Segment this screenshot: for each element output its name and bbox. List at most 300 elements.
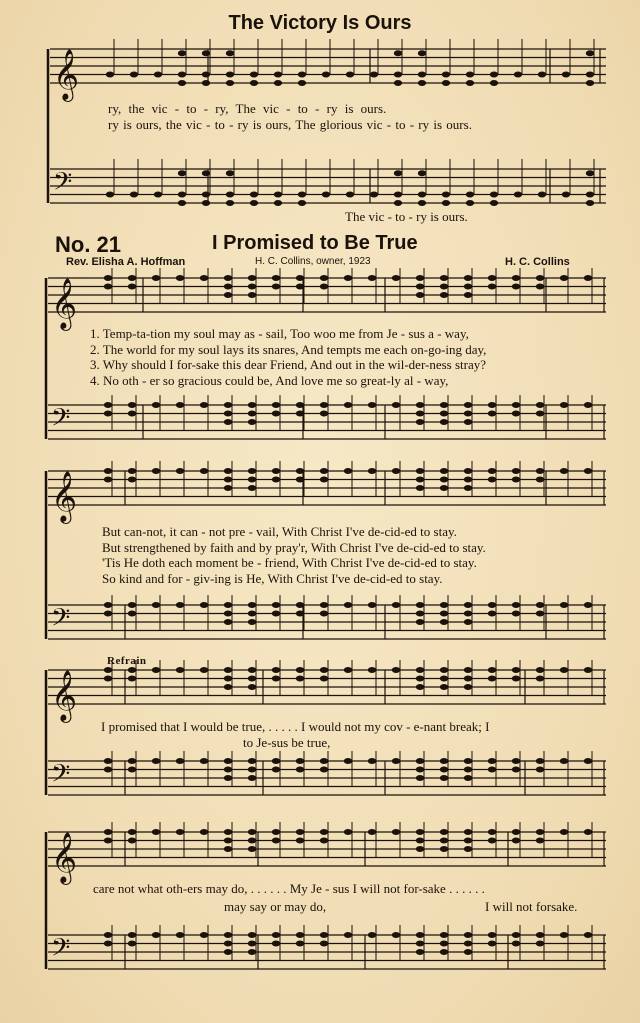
note-head <box>368 402 376 408</box>
note-head <box>224 619 232 625</box>
note-head <box>536 676 544 682</box>
note-head <box>512 477 520 483</box>
note-head <box>512 411 520 417</box>
lyricist-credit: Rev. Elisha A. Hoffman <box>66 256 186 268</box>
note-head <box>464 292 472 298</box>
note-head <box>152 602 160 608</box>
note-head <box>200 275 208 281</box>
note-head <box>392 402 400 408</box>
treble-clef-icon: 𝄞 <box>51 832 78 883</box>
note-head <box>560 932 568 938</box>
note-head <box>416 485 424 491</box>
note-head <box>344 275 352 281</box>
note-head <box>536 468 544 474</box>
note-head <box>466 80 474 86</box>
note-head <box>272 411 280 417</box>
note-head <box>128 932 136 938</box>
note-head <box>128 284 136 290</box>
note-head <box>464 419 472 425</box>
note-head <box>152 829 160 835</box>
note-head <box>272 676 280 682</box>
note-head <box>440 619 448 625</box>
note-head <box>200 932 208 938</box>
note-head <box>440 932 448 938</box>
note-head <box>224 477 232 483</box>
note-head <box>248 619 256 625</box>
note-head <box>440 611 448 617</box>
note-head <box>464 477 472 483</box>
note-head <box>488 829 496 835</box>
note-head <box>560 275 568 281</box>
note-head <box>296 758 304 764</box>
note-head <box>178 170 186 176</box>
refrain-line-2: care not what oth-ers may do, . . . . . . My Je - sus I will not for-sake . . . . . . <box>93 881 485 896</box>
note-head <box>272 829 280 835</box>
note-head <box>104 402 112 408</box>
verse-1-line-b: But can-not, it can - not pre - vail, With Christ I've de-cid-ed to stay. <box>102 524 457 539</box>
note-head <box>322 72 330 78</box>
note-head <box>200 402 208 408</box>
note-head <box>512 829 520 835</box>
note-head <box>296 611 304 617</box>
note-head <box>442 192 450 198</box>
note-head <box>250 192 258 198</box>
note-head <box>416 932 424 938</box>
note-head <box>320 477 328 483</box>
note-head <box>226 72 234 78</box>
note-head <box>464 838 472 844</box>
note-head <box>416 411 424 417</box>
note-head <box>104 477 112 483</box>
note-head <box>320 602 328 608</box>
note-head <box>128 402 136 408</box>
note-head <box>488 667 496 673</box>
note-head <box>248 846 256 852</box>
note-head <box>128 275 136 281</box>
note-head <box>536 402 544 408</box>
note-head <box>562 192 570 198</box>
copyright-owner: H. C. Collins, owner, 1923 <box>255 256 371 267</box>
note-head <box>274 72 282 78</box>
note-head <box>488 284 496 290</box>
note-head <box>248 284 256 290</box>
note-head <box>130 72 138 78</box>
note-head <box>202 80 210 86</box>
note-head <box>224 402 232 408</box>
note-head <box>296 767 304 773</box>
note-head <box>224 468 232 474</box>
verse-2-line-a: 2. The world for my soul lays its snares, And tempts me each on-go-ing day, <box>90 342 487 357</box>
note-head <box>392 468 400 474</box>
note-head <box>464 667 472 673</box>
note-head <box>320 829 328 835</box>
note-head <box>586 72 594 78</box>
note-head <box>464 941 472 947</box>
note-head <box>320 941 328 947</box>
note-head <box>536 932 544 938</box>
note-head <box>224 949 232 955</box>
note-head <box>416 949 424 955</box>
note-head <box>536 602 544 608</box>
note-head <box>490 192 498 198</box>
note-head <box>416 619 424 625</box>
bass-clef-icon: 𝄢 <box>51 933 71 969</box>
note-head <box>536 275 544 281</box>
note-head <box>536 758 544 764</box>
note-head <box>320 284 328 290</box>
note-head <box>248 775 256 781</box>
note-head <box>440 838 448 844</box>
note-head <box>586 200 594 206</box>
note-head <box>152 468 160 474</box>
note-head <box>128 667 136 673</box>
note-head <box>128 477 136 483</box>
note-head <box>202 50 210 56</box>
note-head <box>392 758 400 764</box>
note-head <box>536 284 544 290</box>
note-head <box>104 829 112 835</box>
note-head <box>176 667 184 673</box>
note-head <box>394 170 402 176</box>
note-head <box>128 758 136 764</box>
note-head <box>512 676 520 682</box>
note-head <box>202 170 210 176</box>
note-head <box>176 829 184 835</box>
note-head <box>224 419 232 425</box>
note-head <box>296 411 304 417</box>
note-head <box>296 402 304 408</box>
note-head <box>512 402 520 408</box>
note-head <box>248 829 256 835</box>
note-head <box>296 932 304 938</box>
note-head <box>368 758 376 764</box>
refrain-line-1-alt: to Je-sus be true, <box>243 735 331 750</box>
note-head <box>176 402 184 408</box>
note-head <box>440 468 448 474</box>
note-head <box>586 170 594 176</box>
note-head <box>368 829 376 835</box>
note-head <box>512 602 520 608</box>
note-head <box>272 275 280 281</box>
note-head <box>488 676 496 682</box>
note-head <box>224 602 232 608</box>
note-head <box>202 200 210 206</box>
note-head <box>154 72 162 78</box>
note-head <box>248 468 256 474</box>
treble-clef-icon: 𝄞 <box>51 670 78 721</box>
note-head <box>224 292 232 298</box>
note-head <box>464 411 472 417</box>
note-head <box>442 80 450 86</box>
note-head <box>272 468 280 474</box>
note-head <box>224 284 232 290</box>
note-head <box>274 200 282 206</box>
note-head <box>106 192 114 198</box>
note-head <box>248 676 256 682</box>
note-head <box>298 72 306 78</box>
note-head <box>224 758 232 764</box>
verse-3-line-a: 3. Why should I for-sake this dear Friend, And out in the wil-der-ness stray? <box>90 357 487 372</box>
note-head <box>488 411 496 417</box>
note-head <box>104 602 112 608</box>
note-head <box>346 192 354 198</box>
note-head <box>200 602 208 608</box>
note-head <box>104 758 112 764</box>
top-lyric-line-1: ry, the vic - to - ry, The vic - to - ry is ours. <box>108 101 387 116</box>
note-head <box>250 80 258 86</box>
note-head <box>296 275 304 281</box>
note-head <box>560 468 568 474</box>
note-head <box>224 684 232 690</box>
note-head <box>538 72 546 78</box>
note-head <box>514 192 522 198</box>
note-head <box>272 838 280 844</box>
note-head <box>128 411 136 417</box>
note-head <box>464 758 472 764</box>
note-head <box>416 758 424 764</box>
note-head <box>440 829 448 835</box>
note-head <box>512 275 520 281</box>
note-head <box>370 72 378 78</box>
note-head <box>368 932 376 938</box>
note-head <box>416 419 424 425</box>
note-head <box>562 72 570 78</box>
note-head <box>440 419 448 425</box>
note-head <box>104 676 112 682</box>
note-head <box>130 192 138 198</box>
note-head <box>274 192 282 198</box>
note-head <box>128 767 136 773</box>
note-head <box>224 767 232 773</box>
note-head <box>464 602 472 608</box>
note-head <box>296 284 304 290</box>
note-head <box>560 602 568 608</box>
bass-clef-icon: 𝄢 <box>51 759 71 795</box>
verse-1-line-a: 1. Temp-ta-tion my soul may as - sail, Too woo me from Je - sus a - way, <box>90 326 469 341</box>
note-head <box>296 676 304 682</box>
note-head <box>344 468 352 474</box>
note-head <box>512 932 520 938</box>
note-head <box>272 402 280 408</box>
note-head <box>320 667 328 673</box>
note-head <box>104 611 112 617</box>
note-head <box>320 402 328 408</box>
note-head <box>226 50 234 56</box>
note-head <box>416 941 424 947</box>
note-head <box>274 80 282 86</box>
note-head <box>224 932 232 938</box>
note-head <box>224 838 232 844</box>
note-head <box>584 667 592 673</box>
note-head <box>248 758 256 764</box>
note-head <box>464 485 472 491</box>
note-head <box>416 667 424 673</box>
note-head <box>176 468 184 474</box>
note-head <box>512 611 520 617</box>
note-head <box>154 192 162 198</box>
note-head <box>344 932 352 938</box>
note-head <box>296 838 304 844</box>
note-head <box>272 758 280 764</box>
note-head <box>272 602 280 608</box>
note-head <box>512 758 520 764</box>
note-head <box>104 275 112 281</box>
note-head <box>488 477 496 483</box>
note-head <box>370 192 378 198</box>
note-head <box>584 829 592 835</box>
note-head <box>416 284 424 290</box>
note-head <box>178 72 186 78</box>
note-head <box>320 611 328 617</box>
note-head <box>416 829 424 835</box>
note-head <box>394 50 402 56</box>
note-head <box>128 829 136 835</box>
note-head <box>202 192 210 198</box>
note-head <box>224 829 232 835</box>
note-head <box>416 275 424 281</box>
note-head <box>490 200 498 206</box>
note-head <box>488 758 496 764</box>
note-head <box>152 275 160 281</box>
note-head <box>104 932 112 938</box>
note-head <box>178 50 186 56</box>
note-head <box>248 941 256 947</box>
note-head <box>488 468 496 474</box>
note-head <box>104 941 112 947</box>
note-head <box>272 941 280 947</box>
note-head <box>584 932 592 938</box>
note-head <box>416 477 424 483</box>
hymn-title: I Promised to Be True <box>212 232 418 254</box>
note-head <box>418 192 426 198</box>
note-head <box>296 602 304 608</box>
note-head <box>320 411 328 417</box>
note-head <box>512 941 520 947</box>
note-head <box>128 676 136 682</box>
note-head <box>224 676 232 682</box>
note-head <box>272 932 280 938</box>
note-head <box>560 758 568 764</box>
note-head <box>224 941 232 947</box>
note-head <box>248 667 256 673</box>
note-head <box>490 72 498 78</box>
note-head <box>464 468 472 474</box>
note-head <box>320 838 328 844</box>
note-head <box>440 411 448 417</box>
note-head <box>584 402 592 408</box>
bass-clef-icon: 𝄢 <box>51 403 71 439</box>
note-head <box>392 932 400 938</box>
note-head <box>296 829 304 835</box>
note-head <box>418 50 426 56</box>
note-head <box>512 284 520 290</box>
bass-clef-icon: 𝄢 <box>53 167 73 203</box>
note-head <box>584 758 592 764</box>
note-head <box>418 80 426 86</box>
note-head <box>536 611 544 617</box>
note-head <box>296 477 304 483</box>
note-head <box>226 80 234 86</box>
note-head <box>176 275 184 281</box>
verse-4-line-b: So kind and for - giv-ing is He, With Christ I've de-cid-ed to stay. <box>102 571 443 586</box>
note-head <box>536 477 544 483</box>
note-head <box>490 80 498 86</box>
note-head <box>536 411 544 417</box>
note-head <box>440 941 448 947</box>
note-head <box>200 667 208 673</box>
note-head <box>128 611 136 617</box>
note-head <box>226 170 234 176</box>
note-head <box>344 829 352 835</box>
note-head <box>344 402 352 408</box>
note-head <box>536 767 544 773</box>
note-head <box>560 402 568 408</box>
note-head <box>152 667 160 673</box>
note-head <box>248 485 256 491</box>
note-head <box>272 667 280 673</box>
verse-2-line-b: But strengthened by faith and by pray'r, With Christ I've de-cid-ed to stay. <box>102 540 486 555</box>
note-head <box>248 292 256 298</box>
note-head <box>224 846 232 852</box>
note-head <box>464 611 472 617</box>
note-head <box>466 192 474 198</box>
top-hymn-title: The Victory Is Ours <box>228 12 412 34</box>
note-head <box>224 411 232 417</box>
note-head <box>394 192 402 198</box>
note-head <box>394 72 402 78</box>
note-head <box>464 284 472 290</box>
note-head <box>488 767 496 773</box>
note-head <box>128 468 136 474</box>
note-head <box>440 284 448 290</box>
note-head <box>418 170 426 176</box>
note-head <box>250 200 258 206</box>
treble-clef-icon: 𝄞 <box>51 278 78 329</box>
note-head <box>368 667 376 673</box>
note-head <box>322 192 330 198</box>
note-head <box>104 411 112 417</box>
note-head <box>152 402 160 408</box>
note-head <box>178 200 186 206</box>
note-head <box>586 50 594 56</box>
note-head <box>418 72 426 78</box>
note-head <box>466 200 474 206</box>
note-head <box>272 611 280 617</box>
note-head <box>178 80 186 86</box>
note-head <box>224 775 232 781</box>
refrain-label: Refrain <box>107 655 147 667</box>
note-head <box>584 468 592 474</box>
note-head <box>488 932 496 938</box>
note-head <box>416 292 424 298</box>
note-head <box>104 838 112 844</box>
note-head <box>416 611 424 617</box>
note-head <box>488 275 496 281</box>
note-head <box>512 767 520 773</box>
note-head <box>488 941 496 947</box>
note-head <box>440 758 448 764</box>
note-head <box>200 829 208 835</box>
note-head <box>104 284 112 290</box>
note-head <box>226 200 234 206</box>
note-head <box>536 941 544 947</box>
note-head <box>176 602 184 608</box>
note-head <box>320 758 328 764</box>
note-head <box>416 468 424 474</box>
note-head <box>272 477 280 483</box>
note-head <box>298 200 306 206</box>
note-head <box>464 275 472 281</box>
